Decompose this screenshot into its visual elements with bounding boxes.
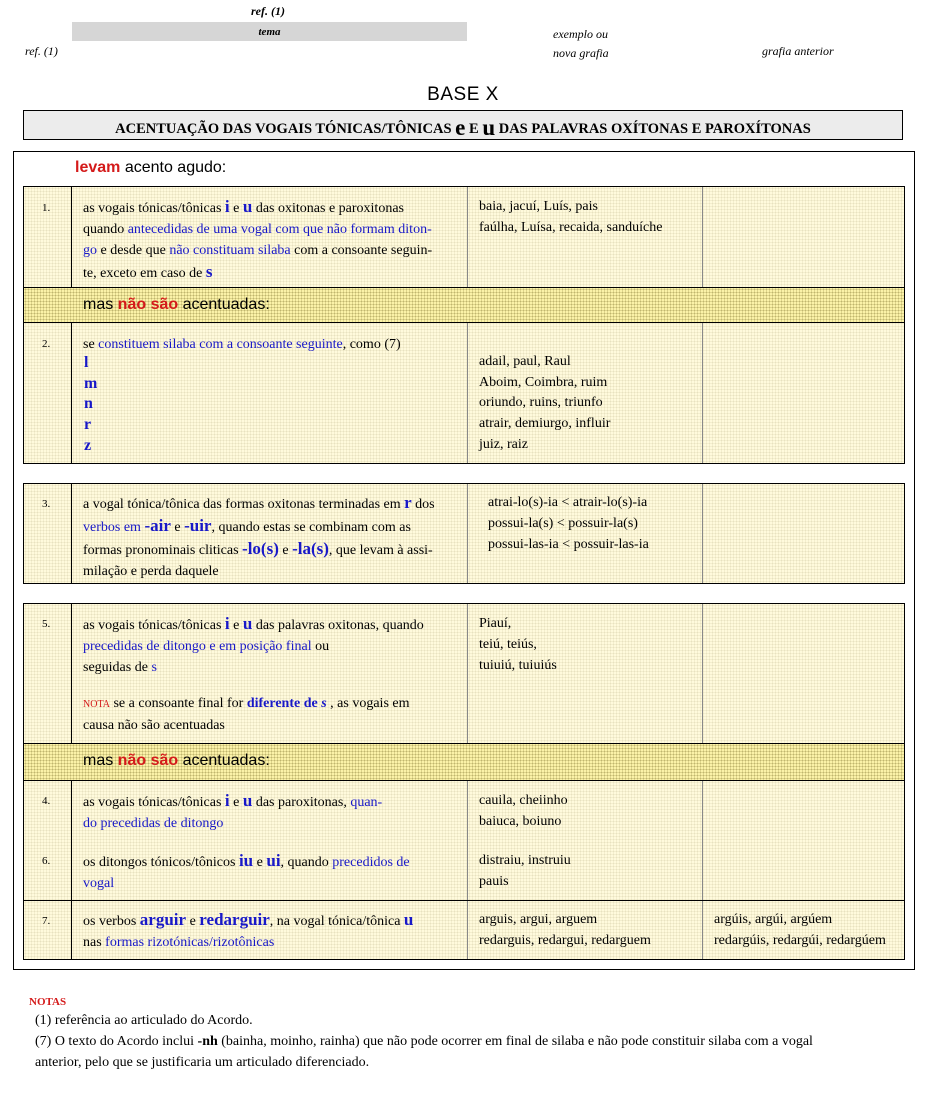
rule-4-text: as vogais tónicas/tônicas i e u das paroxitonas, quan- do precedidas de ditongo — [83, 791, 383, 831]
rule-7-old-spelling: argúis, argúi, argúem redargúis, redargúi, redargúem — [714, 912, 886, 948]
page-title: BASE X — [427, 84, 499, 105]
mas-nao-sao-banner-2: mas não são acentuadas: — [24, 743, 904, 781]
levam-line — [75, 159, 226, 177]
note-7: (7) O texto do Acordo inclui -nh (bainha, moinho, rainha) que não pode ocorrer em final de silaba e não pode constituir silaba com a vogal — [35, 1034, 813, 1049]
rule-7-text: os verbos arguir e redarguir, na vogal tónica/tônica u nas formas rizotónicas/rizotônicas — [83, 910, 414, 950]
notes-header: NOTAS — [29, 996, 67, 1008]
heading-part2: DAS PALAVRAS OXÍTONAS E PAROXÍTONAS — [495, 121, 811, 137]
legend-exemplo-line1: exemplo ou — [553, 27, 608, 41]
rule-2-letters: l m n r z — [84, 354, 98, 454]
heading-e: e — [455, 115, 466, 140]
rule-4-examples: cauila, cheiinho baiuca, boiuno — [479, 793, 568, 829]
rule-number: 6. — [42, 855, 51, 867]
col-divider — [702, 187, 703, 463]
rule-7-examples: arguis, argui, arguem redarguis, redargui, redarguem — [479, 912, 651, 948]
legend-tema-bar: tema — [72, 22, 467, 41]
rule-2-examples: adail, paul, Raul Aboim, Coimbra, ruim oriundo, ruins, triunfo atrair, demiurgo, influir juiz, raiz — [479, 354, 611, 452]
legend-ref-left: ref. (1) — [25, 44, 58, 58]
rule-number: 4. — [42, 795, 51, 807]
heading-u: u — [482, 115, 496, 140]
col-divider — [71, 484, 72, 583]
col-divider — [467, 187, 468, 463]
mas-nao-sao-banner: mas não são acentuadas: — [24, 287, 904, 323]
rule-number: 5. — [42, 618, 51, 630]
col-divider — [71, 187, 72, 463]
legend-grafia-anterior: grafia anterior — [762, 44, 834, 58]
heading-e-word: E — [465, 121, 483, 137]
note-7-cont: anterior, pelo que se justificaria um articulado diferenciado. — [35, 1055, 370, 1070]
col-divider — [467, 604, 468, 959]
rule-1-text: as vogais tónicas/tônicas i e u das oxitonas e paroxitonas quando antecedidas de uma vogal com que não formam diton- go e desde que não constituam silaba com a consoante seguin- te, exceto em caso de s — [83, 197, 433, 281]
levam-rest: acento agudo: — [120, 159, 227, 176]
rule-6-examples: distraiu, instruiu pauis — [479, 853, 571, 889]
rule-number: 7. — [42, 915, 51, 927]
section-heading — [23, 110, 903, 140]
heading-part1: ACENTUAÇÃO DAS VOGAIS TÓNICAS/TÔNICAS — [115, 121, 456, 137]
rule-2-text: se constituem silaba com a consoante seguinte, como (7) — [83, 337, 401, 352]
rule-number: 1. — [42, 202, 51, 214]
legend-ref-top: ref. (1) — [251, 4, 285, 18]
note-1: (1) referência ao articulado do Acordo. — [35, 1013, 253, 1028]
rule-6-text: os ditongos tónicos/tônicos iu e ui, quando precedidos de vogal — [83, 851, 410, 891]
rule-box-3 — [23, 483, 905, 584]
levam-red: levam — [75, 159, 121, 176]
col-divider — [702, 604, 703, 959]
rule-1-examples: baia, jacuí, Luís, pais faúlha, Luísa, recaida, sanduíche — [479, 199, 663, 235]
rule-number: 2. — [42, 338, 51, 350]
legend-exemplo-line2: nova grafia — [553, 46, 609, 60]
rule-box-5-4-6-7 — [23, 603, 905, 960]
rule-5-text: as vogais tónicas/tônicas i e u das palavras oxitonas, quando precedidas de ditongo e em posição final ou seguidas de s NOTA se a consoante final for diferente de s , as vogais em causa não são acentuadas — [83, 614, 424, 733]
rule-3-examples: atrai-lo(s)-ia < atrair-lo(s)-ia possui-la(s) < possuir-la(s) possui-las-ia < possuir-las-ia — [488, 495, 649, 552]
rule-number: 3. — [42, 498, 51, 510]
rule-3-text: a vogal tónica/tônica das formas oxitonas terminadas em r dos verbos em -air e -uir, quando estas se combinam com as formas pronominais cliticas -lo(s) e -la(s), que levam à assi- milação e perda daquele — [83, 493, 435, 579]
col-divider — [702, 484, 703, 583]
notes-section — [29, 994, 909, 1073]
row-divider — [24, 900, 904, 901]
rule-box-1-2 — [23, 186, 905, 464]
rule-5-examples: Piauí, teiú, teiús, tuiuiú, tuiuiús — [479, 616, 557, 673]
col-divider — [71, 604, 72, 959]
legend-exemplo — [553, 25, 609, 63]
